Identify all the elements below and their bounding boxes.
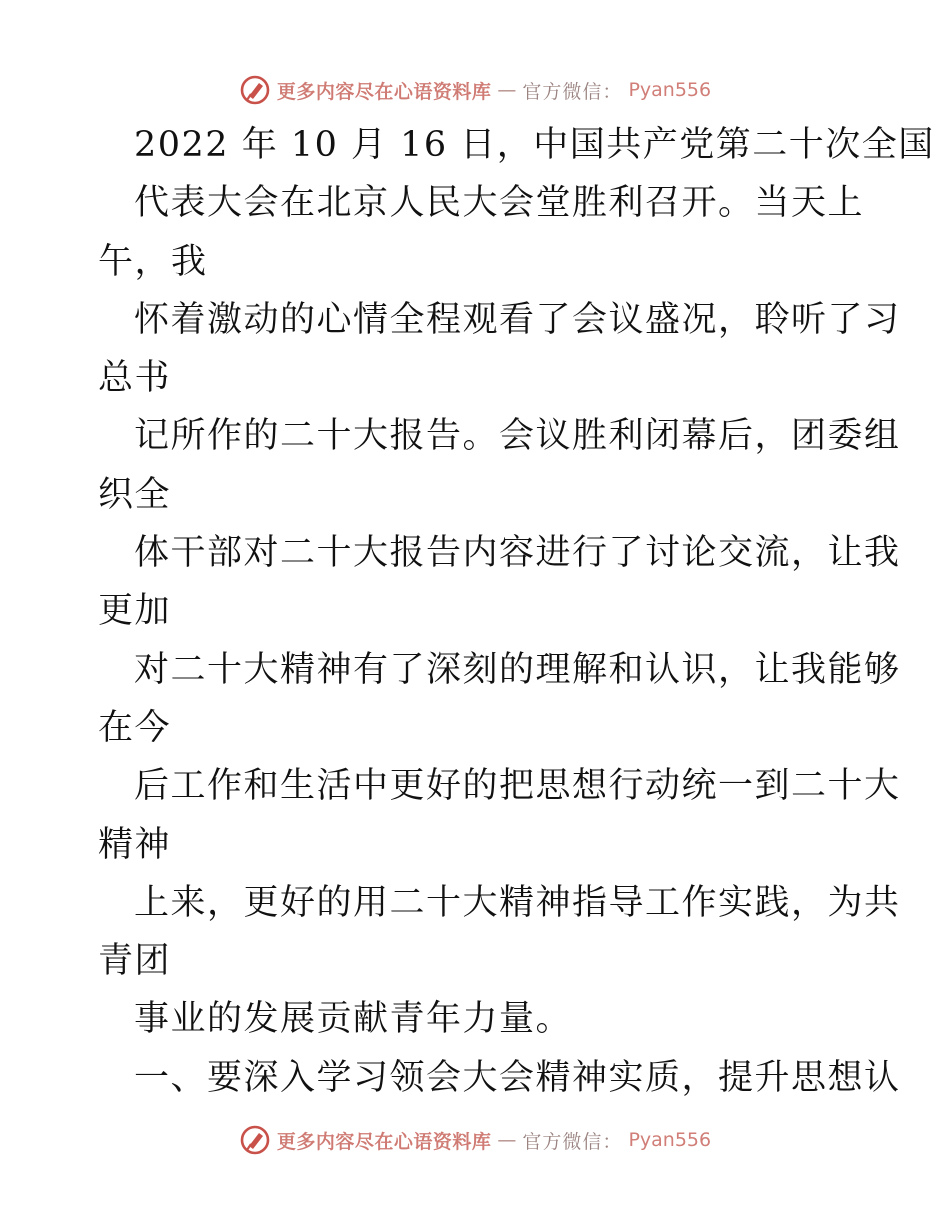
- watermark-brand: 更多内容尽在心语资料库: [276, 1130, 492, 1153]
- text-line: 午，我: [98, 241, 208, 282]
- text-line: 怀着激动的心情全程观看了会议盛况，聆听了习: [134, 299, 901, 340]
- watermark-wechat-id: Pyan556: [628, 79, 712, 101]
- pen-nib-seal-icon: [239, 1124, 271, 1156]
- watermark-separator: —: [497, 1129, 517, 1151]
- watermark-wechat-id: Pyan556: [628, 1129, 712, 1151]
- text-line: 更加: [98, 591, 172, 632]
- text-line: 青团: [98, 941, 172, 982]
- watermark-official-label: 官方微信：: [522, 80, 623, 103]
- text-line: 后工作和生活中更好的把思想行动统一到二十大: [134, 766, 901, 807]
- watermark-official-label: 官方微信：: [522, 1130, 623, 1153]
- text-line: 上来，更好的用二十大精神指导工作实践，为共: [134, 882, 901, 923]
- footer-watermark: [0, 1122, 950, 1158]
- text-line: 一、要深入学习领会大会精神实质，提升思想认: [134, 1057, 901, 1098]
- text-line: 总书: [98, 358, 172, 399]
- text-line: 体干部对二十大报告内容进行了讨论交流，让我: [134, 533, 901, 574]
- text-line: 代表大会在北京人民大会堂胜利召开。当天上: [134, 183, 865, 224]
- text-line: 在今: [98, 707, 172, 748]
- pen-nib-seal-icon: [239, 74, 271, 106]
- text-line: 事业的发展贡献青年力量。: [134, 999, 573, 1040]
- text-line: 精神: [98, 824, 172, 865]
- text-line: 对二十大精神有了深刻的理解和认识，让我能够: [134, 649, 901, 690]
- text-line: 2022 年 10 月 16 日，中国共产党第二十次全国: [134, 125, 935, 165]
- text-line: 记所作的二十大报告。会议胜利闭幕后，团委组: [134, 416, 901, 457]
- watermark-separator: —: [497, 79, 517, 101]
- watermark-brand: 更多内容尽在心语资料库: [276, 80, 492, 103]
- document-body: [0, 116, 950, 1107]
- text-line: 织全: [98, 474, 172, 515]
- header-watermark: [0, 72, 950, 108]
